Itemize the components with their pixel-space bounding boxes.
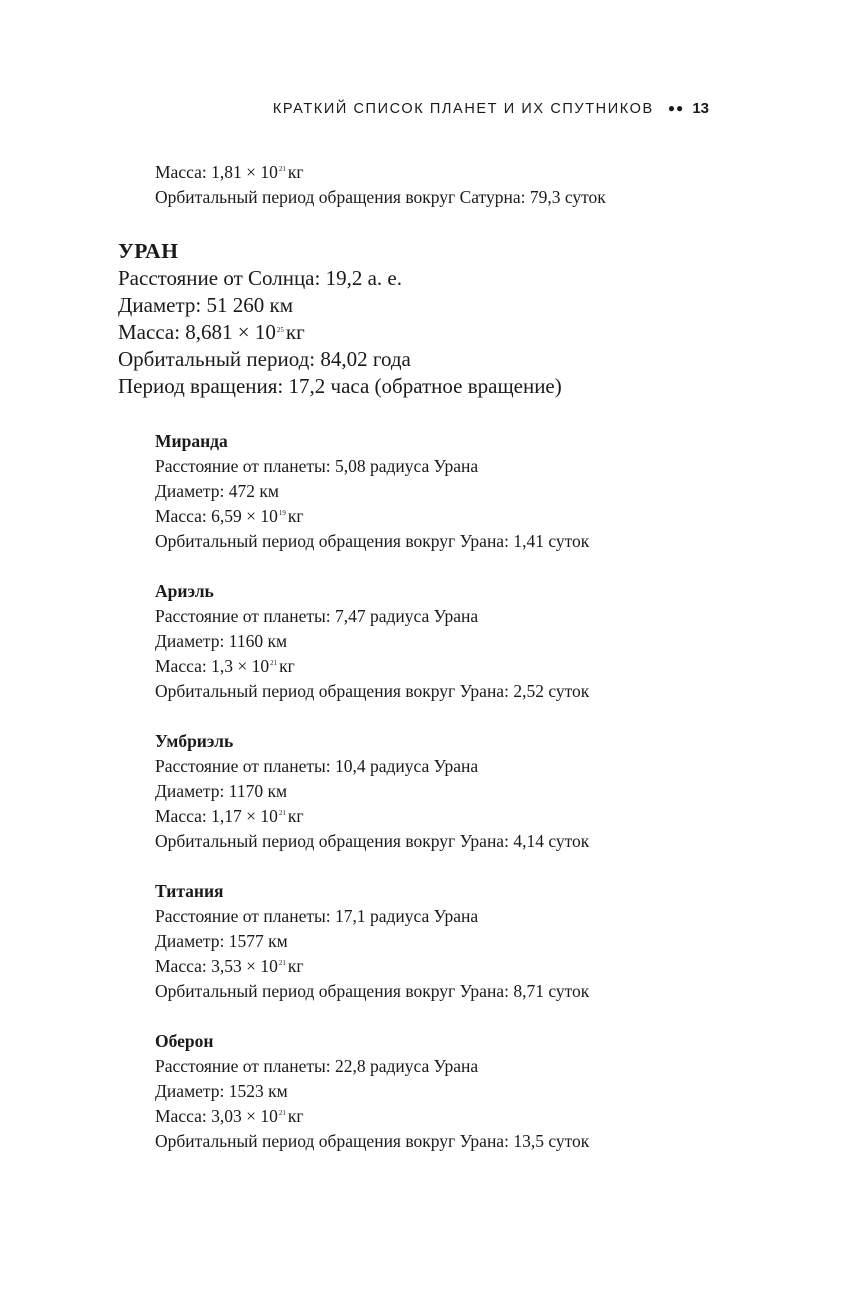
satellite-mass (155, 654, 589, 679)
satellite-orbit: Орбитальный период обращения вокруг Урана: 1,41 суток (155, 531, 590, 551)
satellite-name: Миранда (155, 431, 228, 451)
planet-rotation: Период вращения: 17,2 часа (обратное вращение) (118, 374, 562, 398)
mass-unit: кг (287, 162, 304, 182)
mass-unit: кг (285, 320, 305, 344)
satellite-mass (155, 804, 589, 829)
satellite-distance: Расстояние от планеты: 7,47 радиуса Урана (155, 606, 479, 626)
satellite-block (155, 579, 589, 704)
satellite-diameter: Диаметр: 1523 км (155, 1081, 288, 1101)
satellite-distance: Расстояние от планеты: 10,4 радиуса Урана (155, 756, 479, 776)
mass-exponent: 21 (270, 659, 278, 667)
satellite-block (155, 879, 589, 1004)
satellite-mass (155, 1104, 589, 1129)
satellite-orbit: Орбитальный период обращения вокруг Урана: 2,52 суток (155, 681, 590, 701)
satellite-mass (155, 954, 589, 979)
satellite-name: Титания (155, 881, 224, 901)
planet-diameter: Диаметр: 51 260 км (118, 293, 294, 317)
satellite-distance: Расстояние от планеты: 5,08 радиуса Урана (155, 456, 479, 476)
satellite-distance: Расстояние от планеты: 17,1 радиуса Урана (155, 906, 479, 926)
orbit-line: Орбитальный период обращения вокруг Сатурна: 79,3 суток (155, 187, 606, 207)
mass-text: Масса: 8,681 × 10 (118, 320, 276, 344)
mass-text: Масса: 6,59 × 10 (155, 506, 278, 526)
planet-orbital-period: Орбитальный период: 84,02 года (118, 347, 411, 371)
satellite-block (155, 729, 589, 854)
mass-text: Масса: 3,03 × 10 (155, 1106, 278, 1126)
satellite-diameter: Диаметр: 1160 км (155, 631, 288, 651)
satellite-name: Ариэль (155, 581, 214, 601)
satellite-mass (155, 504, 589, 529)
satellite-block (155, 429, 589, 554)
planet-mass (118, 319, 562, 346)
bullet-dots: ●● (667, 101, 685, 115)
mass-text: Масса: 3,53 × 10 (155, 956, 278, 976)
satellite-distance: Расстояние от планеты: 22,8 радиуса Урана (155, 1056, 479, 1076)
continued-satellite-block (155, 160, 606, 210)
satellite-orbit: Орбитальный период обращения вокруг Урана: 4,14 суток (155, 831, 590, 851)
mass-unit: кг (279, 656, 295, 676)
mass-unit: кг (287, 1106, 304, 1126)
satellite-orbit: Орбитальный период обращения вокруг Урана: 8,71 суток (155, 981, 590, 1001)
planet-title: УРАН (118, 239, 179, 263)
mass-exponent: 21 (278, 165, 286, 173)
mass-unit: кг (287, 806, 304, 826)
mass-exponent: 21 (278, 1109, 286, 1117)
satellite-name: Оберон (155, 1031, 214, 1051)
mass-line (155, 160, 606, 185)
mass-text: Масса: 1,81 × 10 (155, 162, 278, 182)
page-number: 13 (692, 100, 709, 117)
satellite-diameter: Диаметр: 1170 км (155, 781, 288, 801)
mass-exponent: 21 (278, 959, 286, 967)
satellite-name: Умбриэль (155, 731, 234, 751)
mass-unit: кг (287, 506, 304, 526)
satellite-diameter: Диаметр: 472 км (155, 481, 279, 501)
mass-exponent: 19 (278, 509, 286, 517)
satellite-block (155, 1029, 589, 1154)
mass-text: Масса: 1,17 × 10 (155, 806, 278, 826)
satellite-orbit: Орбитальный период обращения вокруг Урана: 13,5 суток (155, 1131, 590, 1151)
running-title: КРАТКИЙ СПИСОК ПЛАНЕТ И ИХ СПУТНИКОВ (272, 101, 654, 117)
mass-text: Масса: 1,3 × 10 (155, 656, 270, 676)
mass-exponent: 21 (278, 809, 286, 817)
satellite-diameter: Диаметр: 1577 км (155, 931, 288, 951)
mass-unit: кг (287, 956, 304, 976)
mass-exponent: 25 (276, 326, 284, 334)
planet-block (118, 238, 562, 400)
planet-distance: Расстояние от Солнца: 19,2 а. е. (118, 266, 402, 290)
running-header (0, 100, 709, 117)
